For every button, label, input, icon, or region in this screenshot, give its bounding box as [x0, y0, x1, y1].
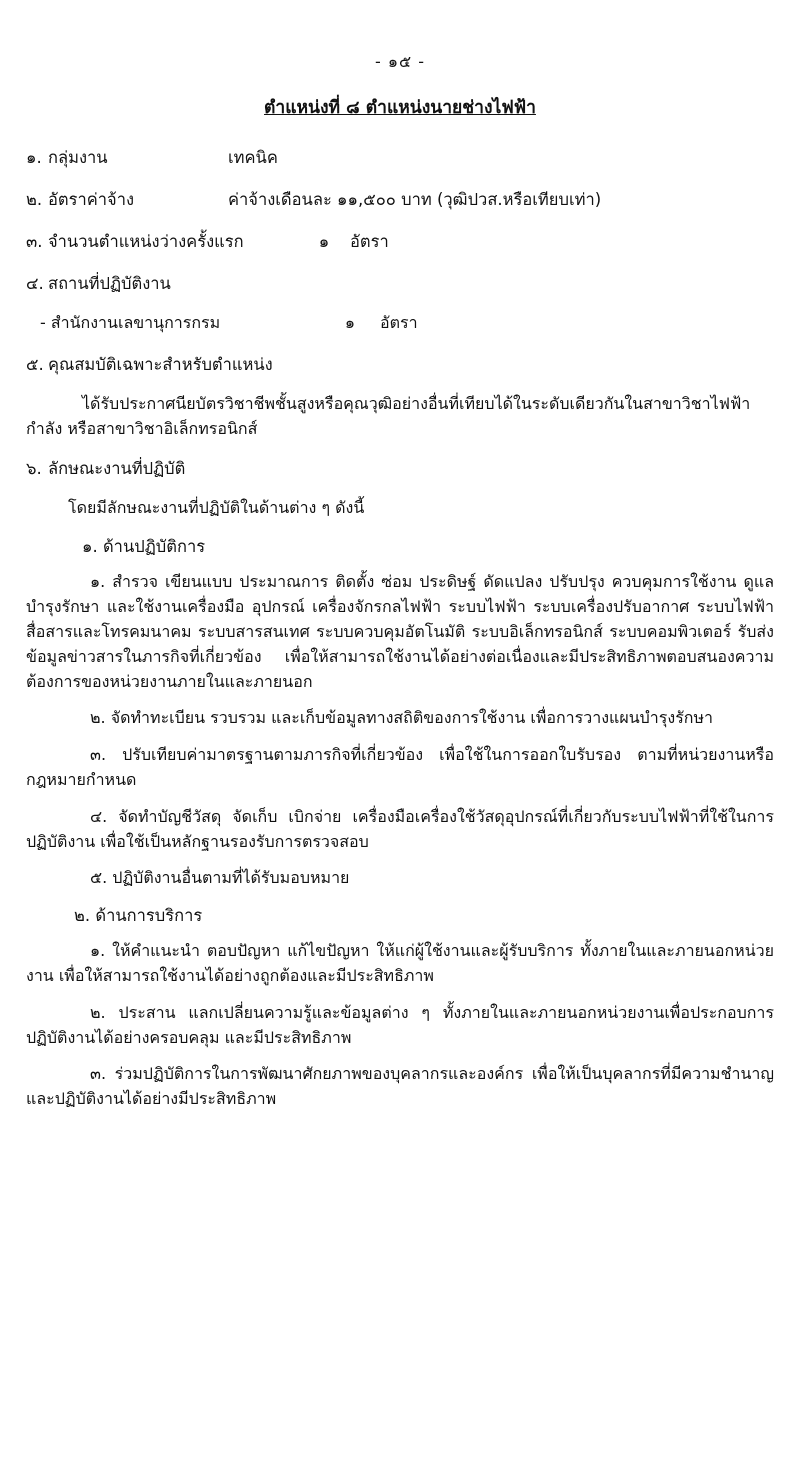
duty-group-heading	[74, 903, 774, 929]
section-heading-text: คุณสมบัติเฉพาะสำหรับตำแหน่ง	[48, 355, 273, 374]
qualification-text: ได้รับประกาศนียบัตรวิชาชีพชั้นสูงหรือคุณวุฒิอย่างอื่นที่เทียบได้ในระดับเดียวกันในสาขาวิชาไฟฟ้ากำลัง หรือสาขาวิชาอิเล็กทรอนิกส์	[26, 394, 751, 438]
workplace-label: - สำนักงานเลขานุการกรม	[40, 313, 221, 332]
duty-item: ๑. ให้คำแนะนำ ตอบปัญหา แก้ไขปัญหา ให้แก่ผู้ใช้งานและผู้รับบริการ ทั้งภายในและภายนอกหน่วยงาน เพื่อให้สามารถใช้งานได้อย่างถูกต้องและมีประสิทธิภาพ	[26, 941, 774, 985]
field-value: ค่าจ้างเดือนละ ๑๑,๕๐๐ บาท (วุฒิปวส.หรือเทียบเท่า)	[228, 190, 602, 209]
field-number: ๓.	[26, 232, 43, 251]
duty-group-number: ๑.	[82, 537, 98, 557]
field-quantity: ๑	[318, 232, 330, 251]
workplace-quantity: ๑	[344, 313, 356, 332]
duty-group-heading	[82, 534, 774, 560]
field-row	[26, 145, 774, 171]
section-number: ๖.	[26, 458, 42, 478]
duty-group-title: ด้านปฏิบัติการ	[102, 537, 206, 557]
section-number: ๔.	[26, 274, 44, 293]
field-row	[26, 187, 774, 213]
section-5-heading	[26, 352, 774, 378]
duty-group-title: ด้านการบริการ	[95, 906, 203, 926]
duty-item: ๓. ปรับเทียบค่ามาตรฐานตามภารกิจที่เกี่ยวข้อง เพื่อใช้ในการออกใบรับรอง ตามที่หน่วยงานหรือกฎหมายกำหนด	[26, 745, 774, 789]
page-number: - ๑๕ -	[375, 52, 425, 71]
duty-item: ๓. ร่วมปฏิบัติการในการพัฒนาศักยภาพของบุคลากรและองค์กร เพื่อให้เป็นบุคลากรที่มีความชำนาญ และปฏิบัติงานได้อย่างมีประสิทธิภาพ	[26, 1064, 774, 1109]
position-fields	[26, 145, 774, 1112]
duty-group	[26, 903, 774, 1112]
field-row	[26, 229, 774, 255]
section-6-heading	[26, 456, 774, 482]
section-heading-text: สถานที่ปฏิบัติงาน	[48, 274, 171, 293]
duties-intro: โดยมีลักษณะงานที่ปฏิบัติในด้านต่าง ๆ ดังนี้	[68, 497, 365, 517]
page-title: ตำแหน่งที่ ๘ ตำแหน่งนายช่างไฟฟ้า	[264, 98, 536, 118]
field-number: ๑.	[26, 148, 42, 167]
duty-item: ๒. จัดทำทะเบียน รวบรวม และเก็บข้อมูลทางสถิติของการใช้งาน เพื่อการวางแผนบำรุงรักษา	[90, 708, 714, 728]
duty-item: ๑. สำรวจ เขียนแบบ ประมาณการ ติดตั้ง ซ่อม ประดิษฐ์ ดัดแปลง ปรับปรุง ควบคุมการใช้งาน ดูแล บำรุงรักษา และใช้งานเครื่องมือ อุปกรณ์ เครื่องจักรกลไฟฟ้า ระบบไฟฟ้า ระบบเครื่องปรับอากาศ ระบบไฟฟ้าสื่อสารและโทรคมนาคม ระบบสารสนเทศ ระบบควบคุมอัตโนมัติ ระบบอิเล็กทรอนิกส์ ระบบคอมพิวเตอร์ รับส่งข้อมูลข่าวสารในภารกิจที่เกี่ยวข้อง เพื่อให้สามารถใช้งานได้อย่างต่อเนื่องและมีประสิทธิภาพตอบสนองความต้องการของหน่วยงานภายในและภายนอก	[26, 572, 774, 691]
section-number: ๕.	[26, 355, 44, 374]
duty-group	[26, 534, 774, 891]
workplace-unit: อัตรา	[380, 313, 418, 332]
field-label: จำนวนตำแหน่งว่างครั้งแรก	[48, 232, 244, 251]
section-heading-text: ลักษณะงานที่ปฏิบัติ	[48, 458, 186, 478]
field-value: เทคนิค	[228, 148, 278, 167]
duty-item: ๕. ปฏิบัติงานอื่นตามที่ได้รับมอบหมาย	[90, 868, 350, 888]
duty-group-number: ๒.	[74, 906, 91, 926]
field-label: กลุ่มงาน	[48, 148, 108, 167]
section-4-heading	[26, 271, 774, 297]
field-label: อัตราค่าจ้าง	[48, 190, 135, 209]
duty-item: ๒. ประสาน แลกเปลี่ยนความรู้และข้อมูลต่าง ๆ ทั้งภายในและภายนอกหน่วยงานเพื่อประกอบการปฏิบัติงานได้อย่างครอบคลุม และมีประสิทธิภาพ	[26, 1002, 774, 1047]
workplace-row	[40, 311, 774, 336]
duty-item: ๔. จัดทำบัญชีวัสดุ จัดเก็บ เบิกจ่าย เครื่องมือเครื่องใช้วัสดุอุปกรณ์ที่เกี่ยวกับระบบไฟฟ้าที่ใช้ในการปฏิบัติงาน เพื่อใช้เป็นหลักฐานรองรับการตรวจสอบ	[26, 806, 774, 851]
field-number: ๒.	[26, 190, 43, 209]
field-unit: อัตรา	[350, 232, 389, 251]
